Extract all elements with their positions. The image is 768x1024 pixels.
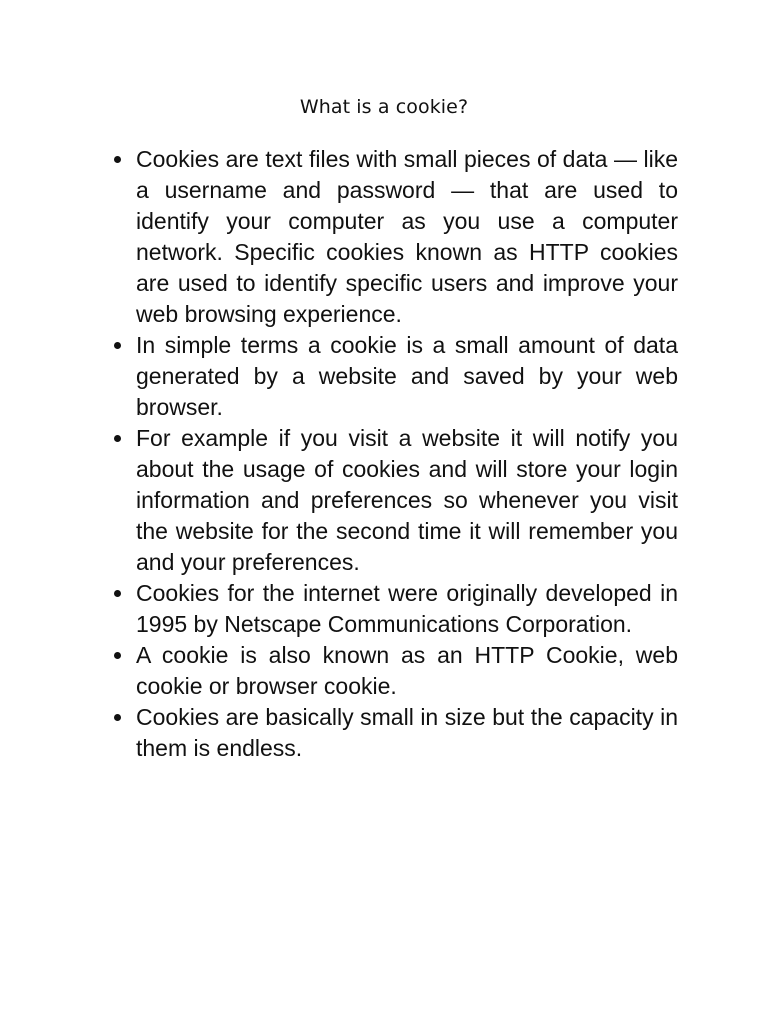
list-item <box>100 144 678 330</box>
bullet-icon <box>114 156 121 163</box>
page-title: What is a cookie? <box>299 96 469 118</box>
bullet-text: Cookies are basically small in size but the capacity in them is endless. <box>136 704 678 761</box>
bullet-text: In simple terms a cookie is a small amount of data generated by a website and saved by your web browser. <box>136 332 678 420</box>
list-item <box>100 640 678 702</box>
bullet-icon <box>114 342 121 349</box>
bullet-text: Cookies are text files with small pieces of data — like a username and password — that are used to identify your computer as you use a computer network. Specific cookies known as HTTP cookies are used to identify specific users and improve your web browsing experience. <box>136 146 678 327</box>
bullet-text: For example if you visit a website it will notify you about the usage of cookies and will store your login information and preferences so whenever you visit the website for the second time it will remember you and your preferences. <box>136 425 678 575</box>
list-item <box>100 423 678 578</box>
bullet-icon <box>114 714 121 721</box>
bullet-text: Cookies for the internet were originally developed in 1995 by Netscape Communications Corporation. <box>136 580 678 637</box>
list-item <box>100 578 678 640</box>
list-item <box>100 330 678 423</box>
bullet-text: A cookie is also known as an HTTP Cookie, web cookie or browser cookie. <box>136 642 678 699</box>
bullet-icon <box>114 590 121 597</box>
bullet-list <box>100 144 678 764</box>
list-item <box>100 702 678 764</box>
bullet-icon <box>114 435 121 442</box>
bullet-icon <box>114 652 121 659</box>
